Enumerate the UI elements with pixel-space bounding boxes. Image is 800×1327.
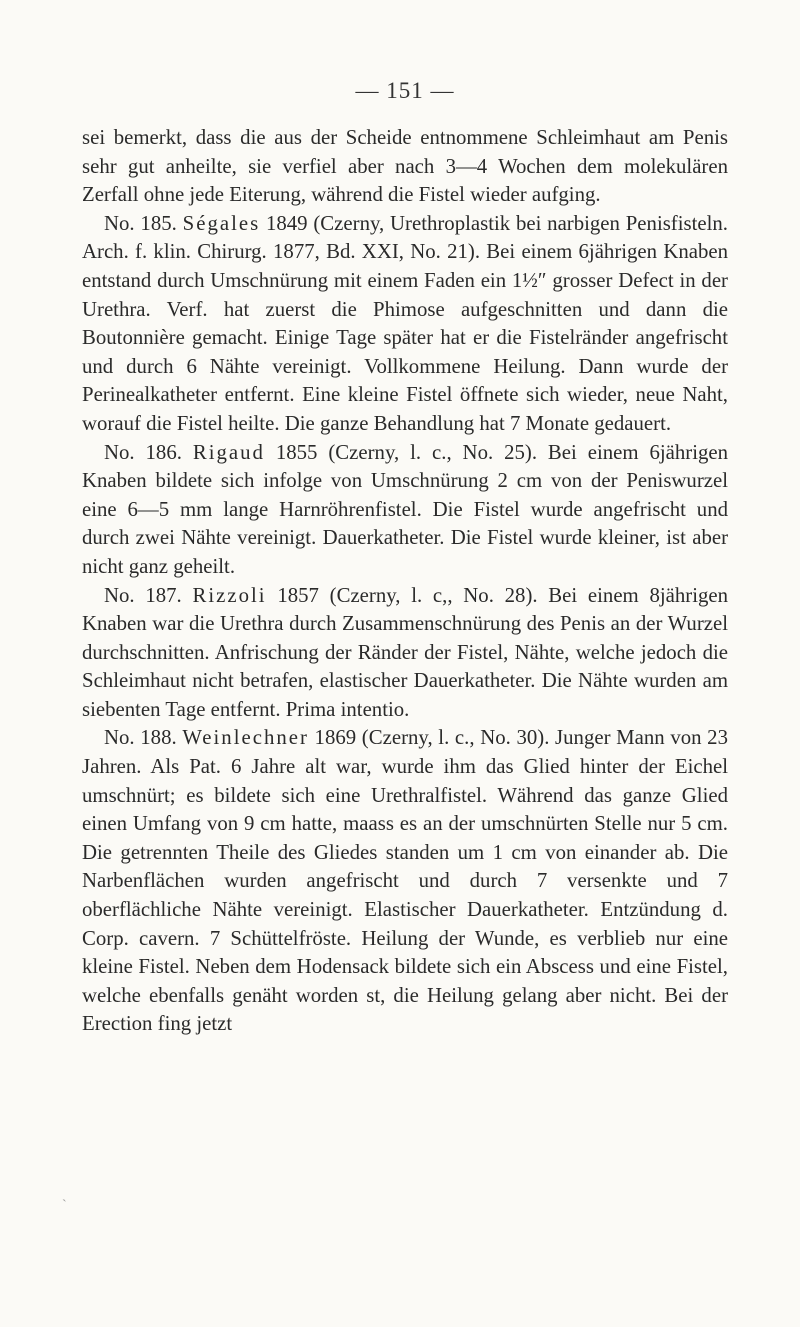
case-entry-187: [82, 582, 728, 725]
case-number: No. 186.: [104, 440, 182, 464]
paragraph-text: sei bemerkt, dass die aus der Scheide entnommene Schleimhaut am Penis sehr gut anheilte, sie verfiel aber nach 3—4 Wochen dem molekulären Zerfall ohne jede Eiterung, während die Fistel wieder aufging.: [82, 126, 728, 207]
document-page: [82, 78, 728, 1039]
case-text: 1849 (Czerny, Urethroplastik bei narbigen Penisfisteln. Arch. f. klin. Chirurg. 1877, Bd. XXI, No. 21). Bei einem 6jährigen Knaben entstand durch Umschnürung mit einem Faden ein 1½″ grosser Defect in der Urethra. Verf. hat zuerst die Phimose aufgeschnitten und dann die Boutonnière gemacht. Einige Tage später hat er die Fistelränder angefrischt und durch 6 Nähte vereinigt. Vollkommene Heilung. Dann wurde der Perinealkatheter entfernt. Eine kleine Fistel öffnete sich wieder, neue Naht, worauf die Fistel heilte. Die ganze Behandlung hat 7 Monate gedauert.: [82, 211, 728, 435]
case-text: 1869 (Czerny, l. c., No. 30). Junger Mann von 23 Jahren. Als Pat. 6 Jahre alt war, wurde ihm das Glied hinter der Eichel umschnürt; es bildete sich eine Urethralfistel. Während das ganze Glied einen Umfang von 9 cm hatte, maass es an der umschnürten Stelle nur 5 cm. Die getrennten Theile des Gliedes standen um 1 cm von einander ab. Die Narbenflächen wurden angefrischt und durch 7 versenkte und 7 oberflächliche Nähte vereinigt. Elastischer Dauerkatheter. Entzündung d. Corp. cavern. 7 Schüttelfröste. Heilung der Wunde, es verblieb nur eine kleine Fistel. Neben dem Hodensack bildete sich ein Abscess und eine Fistel, welche ebenfalls genäht worden st, die Heilung gelang aber nicht. Bei der Erection fing jetzt: [82, 726, 728, 1036]
paragraph-continuation: [82, 124, 728, 210]
case-author: Ségales: [182, 211, 261, 235]
case-text: 1857 (Czerny, l. c,, No. 28). Bei einem 8jährigen Knaben war die Urethra durch Zusammenschnürung des Penis an der Wurzel durchschnitten. Anfrischung der Ränder der Fistel, Nähte, welche jedoch die Schleimhaut nicht betrafen, elastischer Dauerkatheter. Die Nähte wurden am siebenten Tage entfernt. Prima intentio.: [82, 583, 729, 721]
case-entry-185: [82, 210, 728, 439]
case-entry-186: [82, 439, 728, 582]
case-author: Rizzoli: [192, 583, 267, 607]
case-author: Rigaud: [192, 440, 265, 464]
case-number: No. 187.: [104, 583, 182, 607]
case-number: No. 185.: [104, 211, 177, 235]
case-text: 1855 (Czerny, l. c., No. 25). Bei einem 6jährigen Knaben bildete sich infolge von Umschnürung 2 cm von der Peniswurzel eine 6—5 mm lange Harnröhrenfistel. Die Fistel wurde angefrischt und durch zwei Nähte vereinigt. Dauerkatheter. Die Fistel wurde kleiner, ist aber nicht ganz geheilt.: [82, 440, 728, 578]
case-author: Weinlechner: [182, 726, 309, 750]
margin-mark: ˴: [62, 1192, 67, 1207]
page-number: — 151 —: [355, 78, 455, 103]
case-number: No. 188.: [104, 726, 177, 750]
case-entry-188: [82, 724, 728, 1039]
